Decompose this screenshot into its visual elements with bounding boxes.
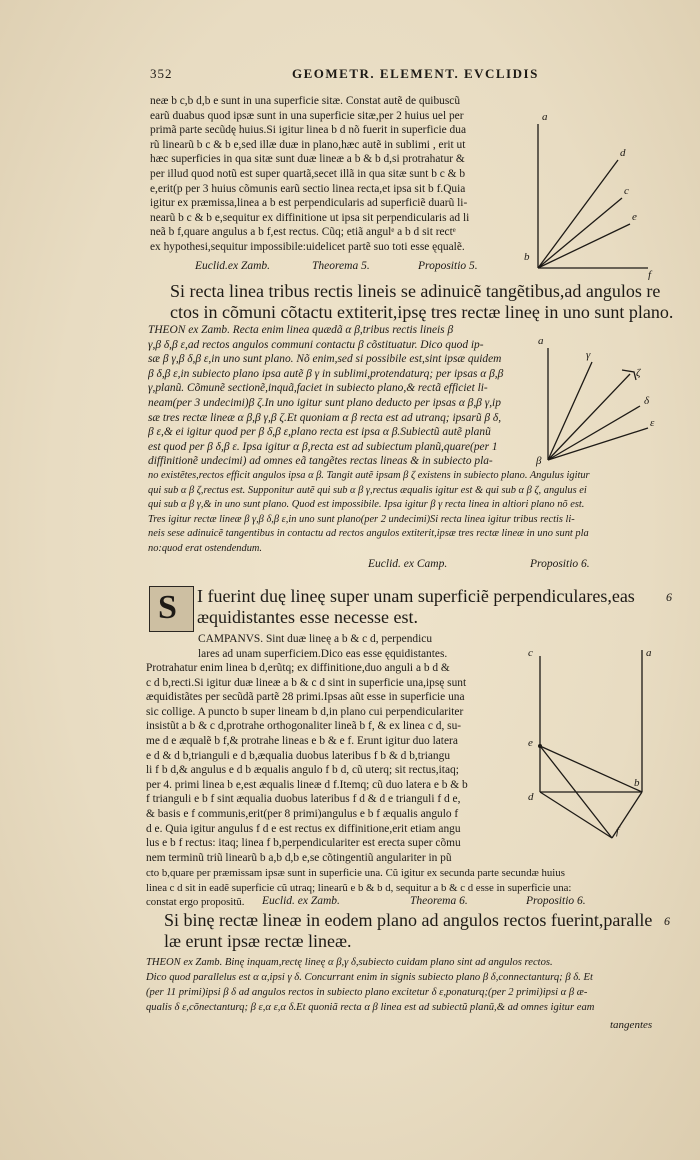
fig1-label: b — [524, 251, 530, 263]
text-line: Protrahatur enim linea b d,erũtq; ex diffinitione,duo anguli a b d & — [146, 662, 450, 674]
fig1-line-bd — [538, 160, 618, 268]
fig2-label: β — [536, 455, 542, 467]
theon-commentary-1-continued — [148, 469, 668, 557]
text-line: sæ tres rectæ lineæ α β,β γ,β ζ.Et quoniam α β recta est ad utranq; ipsarũ β δ, — [148, 411, 502, 424]
caption-source: Euclid. ex Camp. — [368, 558, 448, 570]
text-line: THEON ex Zamb. Binę inquam,rectę lineę α β,γ δ,subiecto cuidam plano sint ad angulos rectos. — [146, 957, 553, 968]
heading-line: I fuerint duę lineę super unam superficiẽ perpendiculares,eas — [197, 586, 635, 606]
fig2-label: ε — [650, 417, 655, 429]
text-line: qualis δ ε,cõnectanturq; β ε,α ε,α δ.Et quoniã recta α β linea est ad subiectũ planũ,& ad omnes igitur eam — [146, 1002, 595, 1013]
theon-commentary-2 — [146, 955, 662, 1015]
text-line: sæ β γ,β δ,β ε,in uno sunt plano. Nõ enim,sed si possibile est,sint ipsæ quidem — [148, 353, 502, 366]
fig1-label: d — [620, 147, 626, 159]
fig1-line-bc — [538, 198, 622, 268]
decorated-initial — [149, 586, 194, 632]
text-line: igitur ex præmissa,linea a b est perpendicularis ad superficiẽ duarũ li- — [150, 197, 468, 210]
catchword: tangentes — [610, 1019, 653, 1031]
fig1-label: c — [624, 185, 629, 197]
text-line: hæc superficies in qua sitæ sunt duæ lineæ a b & b d,si protrahatur & — [150, 153, 465, 166]
text-line: neam(per 3 undecimi)β ζ.In uno igitur sunt plano deducto per ipsas α β,β γ,ip — [148, 396, 501, 409]
fig2-label: a — [538, 335, 544, 347]
heading-line: Si recta linea tribus rectis lineis se adinuicẽ tangẽtibus,ad angulos re — [170, 281, 661, 301]
fig1-label: f — [648, 269, 652, 280]
text-line: linea c d sit in eadẽ superficie cũ utraq; linearũ e b & b d, sequitur a b & c d esse in superficie una: — [146, 881, 572, 894]
text-line: & basis e f communis,erit(per 8 primi)angulus e b f æqualis angulo f — [146, 807, 459, 820]
text-line: no existẽtes,rectos efficit angulos ipsa α β. Tangit autẽ ipsam β ζ existens in subiecto plano. Angulus igitur — [148, 470, 590, 481]
heading-line: Si binę rectæ lineæ in eodem plano ad angulos rectos fuerint,paralle — [164, 910, 653, 930]
text-line: est quod per β δ,β ε. Ipsa igitur α β,recta est ad subiectum planũ,quare(per 1 — [148, 440, 498, 453]
text-line: e d & d b,trianguli e d b,æqualia duobus lateribus f b & d b,triangu — [146, 749, 451, 762]
text-line: li f b d,& angulus e d b æqualis angulo f b d, cũ uterq; sit rectus,itaq; — [146, 764, 459, 777]
text-line: primã parte secũdę huius.Si igitur linea b d nõ fuerit in superficie dua — [150, 124, 467, 137]
text-line: β ε,& ei igitur quod per β δ,β ε,plano recta est ipsa α β.Subiectũ autẽ planũ — [148, 426, 491, 439]
text-line: CAMPANVS. Sint duæ lineę a b & c d, perpendicu — [198, 633, 433, 645]
text-line: γ,β δ,β ε,ad rectos angulos communi contactu β cõstituatur. Dico quod ip- — [148, 338, 484, 351]
caption-source: Euclid.ex Zamb. — [195, 260, 271, 272]
proposition-7-heading — [164, 910, 652, 952]
campanus-proof — [146, 661, 520, 865]
heading-line: ctos in cõmuni cõtactu extiterit,ipsę tres rectæ lineę in uno sunt plano. — [170, 302, 674, 322]
fig3-line-df — [540, 792, 612, 838]
text-line: constat ergo propositũ. — [146, 896, 245, 909]
text-line: Tres igitur rectæ lineæ β γ,β δ,β ε,in uno sunt plano(per 2 undecimi)Si recta linea igitur tribus rectis li- — [148, 513, 575, 525]
proof-paragraph-1 — [150, 94, 510, 255]
caption-proposition: Propositio 6. — [530, 558, 590, 570]
text-line: lares ad unam superficiem.Dico eas esse ęquidistantes. — [198, 647, 448, 660]
fig3-label: c — [528, 647, 533, 659]
fig1-line-be — [538, 224, 630, 268]
caption-source: Euclid. ex Zamb. — [262, 895, 340, 907]
fig3-label: a — [646, 647, 652, 659]
text-line: sic collige. A puncto b super lineam b d,in plano cui perpendiculariter — [146, 705, 464, 718]
fig3-label: f — [616, 825, 620, 837]
page-number: 352 — [150, 66, 173, 81]
margin-mark: 6 — [666, 590, 672, 604]
text-line: rũ linearũ b c & b e,sed illæ duæ in plano,hæc autẽ in sublimi , erit ut — [150, 138, 466, 151]
text-line: f trianguli e b f sint æqualia duobus lateribus f d & d e trianguli f d e, — [146, 793, 461, 806]
fig2-line-bg — [548, 362, 592, 460]
text-line: neis sese adinuicẽ tangentibus in contactu ad rectos angulos extiterit,ipsæ tres rectæ lineæ in uno sunt pla — [148, 528, 589, 540]
text-line: Dico quod parallelus est α α,ipsi γ δ. Concurrant enim in signis subiecto plano β δ,connectanturq; β δ. Et — [146, 972, 593, 983]
text-line: qui sub α β γ,& in uno sunt plano. Quod est impossibile. Ipsa igitur β γ recta linea in altiori plano nõ est. — [148, 499, 585, 511]
text-line: nearũ b c & b e,sequitur ex diffinitione ut ipsa sit perpendicularis ad li — [150, 211, 470, 224]
fig1-label: a — [542, 111, 548, 123]
margin-mark: 6 — [664, 914, 670, 928]
heading-line: læ erunt ipsæ rectæ lineæ. — [164, 931, 352, 951]
caption-theorem: Theorema 6. — [410, 895, 468, 907]
text-line: neã b f,quare angulus a b f,est rectus. Cũq; etiã angulᵉ a b d sit rectᵉ — [150, 226, 456, 239]
text-line: me d e æqualẽ b f,& protrahe lineas e b & e f. Erunt igitur duo latera — [146, 734, 458, 747]
fig3-line-eb — [540, 746, 642, 792]
text-line: qui sub α β ζ,rectus est. Supponitur autẽ qui sub α β γ,rectus æqualis igitur est & qui sub α β ζ, angulus ei — [148, 484, 587, 496]
theon-commentary-1 — [148, 323, 540, 469]
campanus-intro — [198, 632, 518, 661]
text-line: (per 11 primi)ipsi β δ ad angulos rectos in subiecto plano excitetur δ ε,ponaturq;(per 2 primi)ipsi α β æ- — [146, 987, 588, 998]
proposition-5-heading — [170, 281, 673, 323]
heading-line: æquidistantes esse necesse est. — [197, 607, 418, 627]
text-line: no:quod erat ostendendum. — [148, 542, 262, 554]
text-line: per 4. primi linea b e,est æqualis lineæ d f.Itemq; cũ duo latera e b & b — [146, 778, 468, 791]
text-line: e,erit(p per 3 huius cõmunis earũ sectio linea recta,et ipsa sit b f.Quia — [150, 182, 466, 195]
text-line: per illud quod notũ est super quartã,secet illã in qua sitæ sunt b c & b — [150, 167, 466, 180]
text-line: lus e b f rectus: itaq; linea f b,perpendiculariter est erecta super cõmu — [146, 837, 461, 850]
fig1-label: e — [632, 211, 637, 223]
text-line: diffinitionẽ undecimi) ad omnes eã tangẽtes rectas lineas & in subiecto pla- — [148, 455, 493, 468]
text-line: THEON ex Zamb. Recta enim linea quædã α β,tribus rectis lineis β — [148, 324, 454, 336]
text-line: c d b,recti.Si igitur duæ lineæ a b & c d sint in superficie una,ipsę sunt — [146, 676, 467, 689]
figure-1-diagram — [520, 100, 660, 280]
fig2-line-bd — [548, 406, 640, 460]
caption-proposition: Propositio 6. — [526, 895, 586, 907]
text-line: cto b,quare per præmissam ipsæ sunt in superficie una. Cũ igitur ex secunda parte secundæ huius — [146, 867, 565, 879]
fig2-label: γ — [586, 349, 591, 361]
fig2-label: δ — [644, 395, 650, 407]
fig3-point-e — [538, 744, 542, 748]
fig3-label: e — [528, 737, 533, 749]
fig3-label: d — [528, 791, 534, 803]
initial-letter: S — [158, 589, 177, 626]
text-line: nem terminũ triũ linearũ b a,b d,b e,se cõtingentiũ angulariter in pũ — [146, 851, 452, 864]
running-title: GEOMETR. ELEMENT. EVCLIDIS — [292, 66, 539, 81]
caption-proposition: Propositio 5. — [418, 260, 478, 272]
caption-theorem: Theorema 5. — [312, 260, 370, 272]
text-line: d e. Quia igitur angulus f d e est rectus ex diffinitione,erit etiam angu — [146, 822, 461, 835]
text-line: ex hypothesi,sequitur impossibile:uidelicet partẽ suo toti esse ęqualẽ. — [150, 240, 465, 253]
text-line: æquidistãtes per secũdã partẽ 28 primi.Ipsas aũt esse in superficie una — [146, 691, 465, 704]
text-line: γ,planũ. Cõmunẽ sectionẽ,inquã,faciet in subiecto plano,& rectã efficiet li- — [148, 382, 488, 395]
text-line: β δ,β ε,in subiecto plano ipsa autẽ β γ in sublimi,protendaturq; per ipsas α β,β — [148, 367, 504, 380]
figure-3-diagram — [524, 642, 664, 862]
text-line: neæ b c,b d,b e sunt in una superficie sitæ. Constat autẽ de quibuscũ — [150, 95, 461, 107]
fig2-label: ζ — [636, 367, 641, 379]
text-line: insistũt a b & c d,protrahe orthogonaliter lineã b f, & ex linea c d, su- — [146, 720, 462, 733]
fig3-label: b — [634, 777, 640, 789]
text-line: earũ duabus quod ipsæ sunt in una superficie sitæ,per 2 huius uel per — [150, 109, 464, 122]
proposition-6-heading — [197, 586, 635, 628]
figure-2-diagram — [530, 328, 670, 468]
